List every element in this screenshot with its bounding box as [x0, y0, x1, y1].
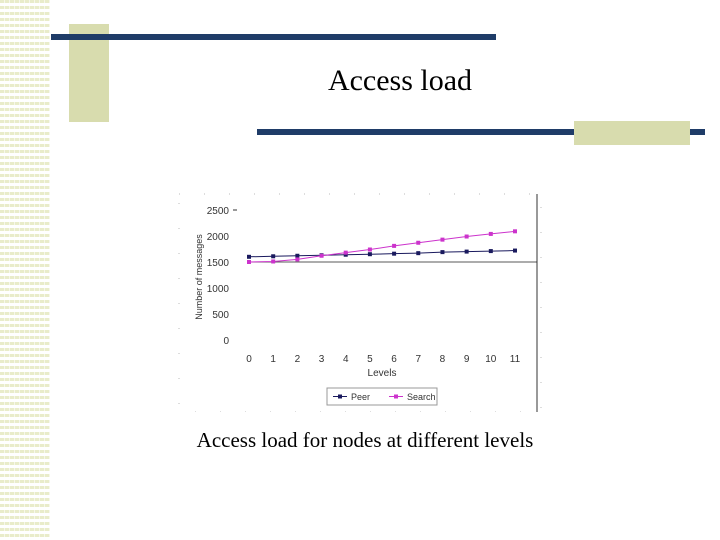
x-tick-label: 8	[439, 354, 446, 365]
y-axis-label: Number of messages	[194, 234, 204, 320]
x-tick-label: 3	[318, 354, 325, 365]
data-point-search	[320, 254, 324, 258]
legend-label-peer: Peer	[351, 392, 371, 402]
legend-label-search: Search	[407, 392, 436, 402]
title-rule-top	[51, 34, 496, 40]
data-point-search	[392, 244, 396, 248]
chart-svg	[175, 190, 545, 412]
y-tick-label: 2500	[206, 206, 229, 217]
y-tick-label: 0	[223, 336, 229, 347]
x-tick-label: 7	[415, 354, 422, 365]
data-point-peer	[247, 255, 251, 259]
x-tick-label: 0	[246, 354, 252, 365]
slide-title: Access load	[327, 64, 473, 97]
y-tick-label: 1500	[206, 258, 229, 269]
x-tick-label: 2	[294, 354, 301, 365]
legend-marker-search	[394, 395, 398, 399]
data-point-peer	[295, 254, 299, 258]
x-tick-label: 1	[270, 354, 276, 365]
x-tick-label: 9	[463, 354, 470, 365]
accent-block-right	[574, 121, 690, 145]
x-axis-label: Levels	[367, 368, 397, 379]
series-line-peer	[249, 251, 515, 257]
data-point-search	[440, 238, 444, 242]
chart-frame	[179, 194, 541, 412]
series-line-search	[249, 231, 515, 262]
data-point-peer	[489, 249, 493, 253]
data-point-peer	[513, 249, 517, 253]
data-point-peer	[416, 251, 420, 255]
y-tick-label: 2000	[206, 232, 229, 243]
legend-marker-peer	[338, 395, 342, 399]
data-point-search	[271, 259, 275, 263]
data-point-search	[368, 248, 372, 252]
y-tick-label: 500	[212, 310, 229, 321]
y-tick-label: 1000	[206, 284, 229, 295]
data-point-search	[247, 260, 251, 264]
data-point-peer	[392, 252, 396, 256]
left-striped-edge	[0, 0, 50, 540]
data-point-search	[344, 251, 348, 255]
access-load-chart	[175, 190, 545, 412]
data-point-peer	[465, 250, 469, 254]
slide-caption: Access load for nodes at different levels	[196, 428, 534, 452]
data-point-search	[489, 232, 493, 236]
data-point-peer	[271, 254, 275, 258]
x-tick-label: 6	[391, 354, 397, 365]
x-tick-label: 5	[367, 354, 373, 365]
data-point-search	[416, 241, 420, 245]
data-point-peer	[440, 250, 444, 254]
data-point-search	[513, 229, 517, 233]
data-point-peer	[368, 252, 372, 256]
x-tick-label: 4	[342, 354, 349, 365]
data-point-search	[465, 235, 469, 239]
x-tick-label: 10	[485, 354, 497, 365]
x-tick-label: 11	[509, 354, 521, 365]
data-point-search	[295, 257, 299, 261]
